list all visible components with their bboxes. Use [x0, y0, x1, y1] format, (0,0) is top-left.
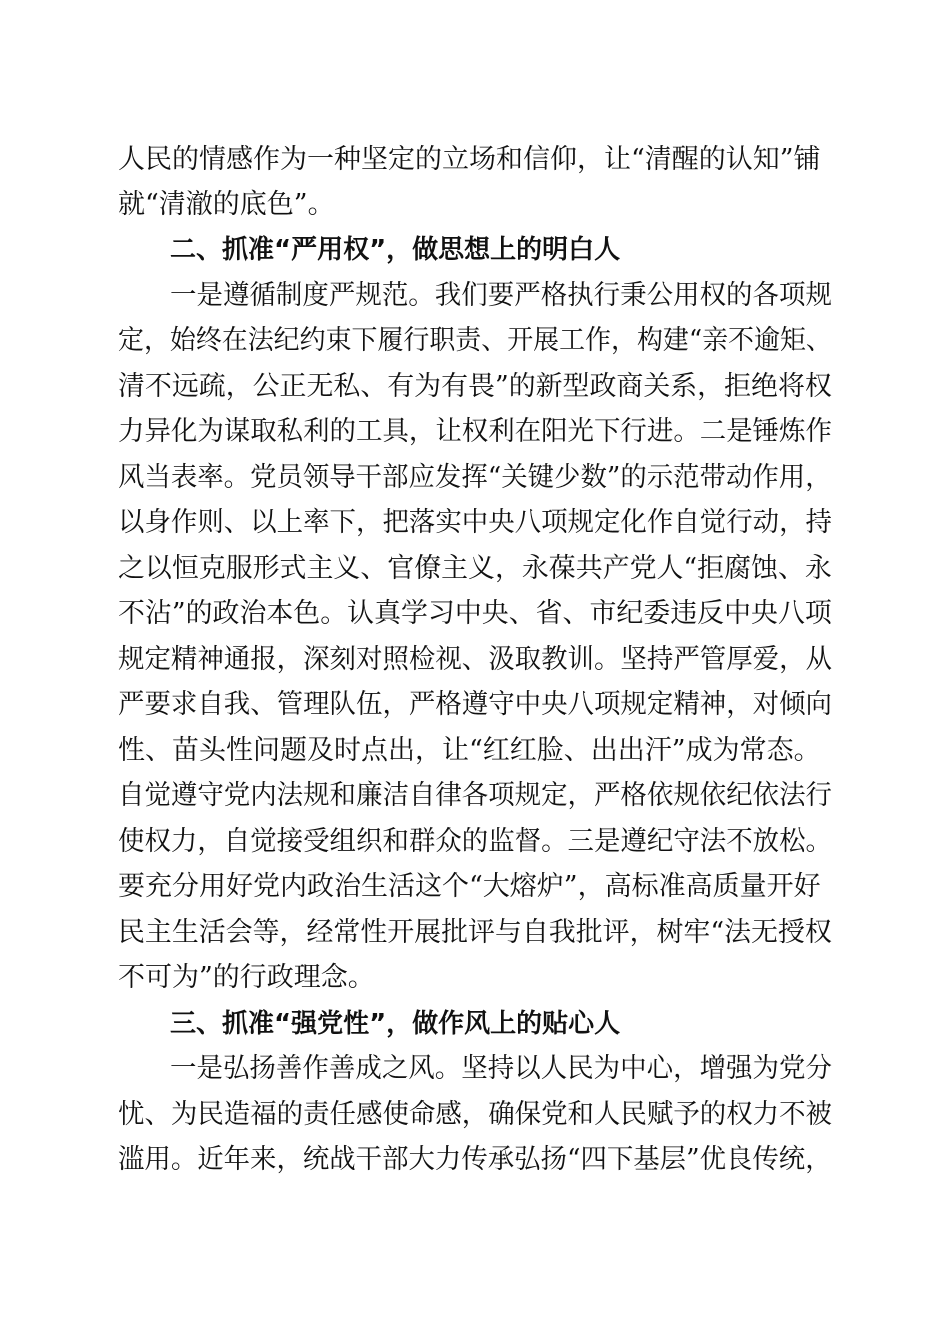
text-line: 性、苗头性问题及时点出，让“红红脸、出出汗”成为常态。: [118, 735, 821, 766]
text-line: 以身作则、以上率下，把落实中央八项规定化作自觉行动，持: [118, 507, 832, 538]
text-line: 定，始终在法纪约束下履行职责、开展工作，构建“亲不逾矩、: [118, 325, 832, 356]
text-line: 一是弘扬善作善成之风。坚持以人民为中心，增强为党分: [170, 1053, 832, 1084]
text-line: 严要求自我、管理队伍，严格遵守中央八项规定精神，对倾向: [118, 689, 832, 720]
text-line: 自觉遵守党内法规和廉洁自律各项规定，严格依规依纪依法行: [118, 780, 832, 811]
text-line: 不可为”的行政理念。: [118, 962, 375, 993]
text-line: 之以恒克服形式主义、官僚主义，永葆共产党人“拒腐蚀、永: [118, 553, 832, 584]
text-line: 要充分用好党内政治生活这个“大熔炉”，高标准高质量开好: [118, 871, 821, 902]
text-line: 不沾”的政治本色。认真学习中央、省、市纪委违反中央八项: [118, 598, 832, 629]
text-line: 风当表率。党员领导干部应发挥“关键少数”的示范带动作用，: [118, 462, 832, 493]
text-line: 就“清澈的底色”。: [118, 189, 335, 220]
text-line: 忧、为民造福的责任感使命感，确保党和人民赋予的权力不被: [118, 1099, 832, 1130]
text-line: 规定精神通报，深刻对照检视、汲取教训。坚持严管厚爱，从: [118, 644, 832, 675]
section-heading: 二、抓准“严用权”，做思想上的明白人: [170, 235, 621, 265]
text-line: 力异化为谋取私利的工具，让权利在阳光下行进。二是锤炼作: [118, 416, 832, 447]
text-line: 一是遵循制度严规范。我们要严格执行秉公用权的各项规: [170, 280, 832, 311]
text-line: 人民的情感作为一种坚定的立场和信仰，让“清醒的认知”铺: [118, 144, 821, 175]
section-heading: 三、抓准“强党性”，做作风上的贴心人: [170, 1009, 621, 1039]
text-line: 滥用。近年来，统战干部大力传承弘扬“四下基层”优良传统，: [118, 1144, 832, 1175]
text-line: 使权力，自觉接受组织和群众的监督。三是遵纪守法不放松。: [118, 826, 832, 857]
text-line: 民主生活会等，经常性开展批评与自我批评，树牢“法无授权: [118, 917, 832, 948]
text-line: 清不远疏，公正无私、有为有畏”的新型政商关系，拒绝将权: [118, 371, 832, 402]
